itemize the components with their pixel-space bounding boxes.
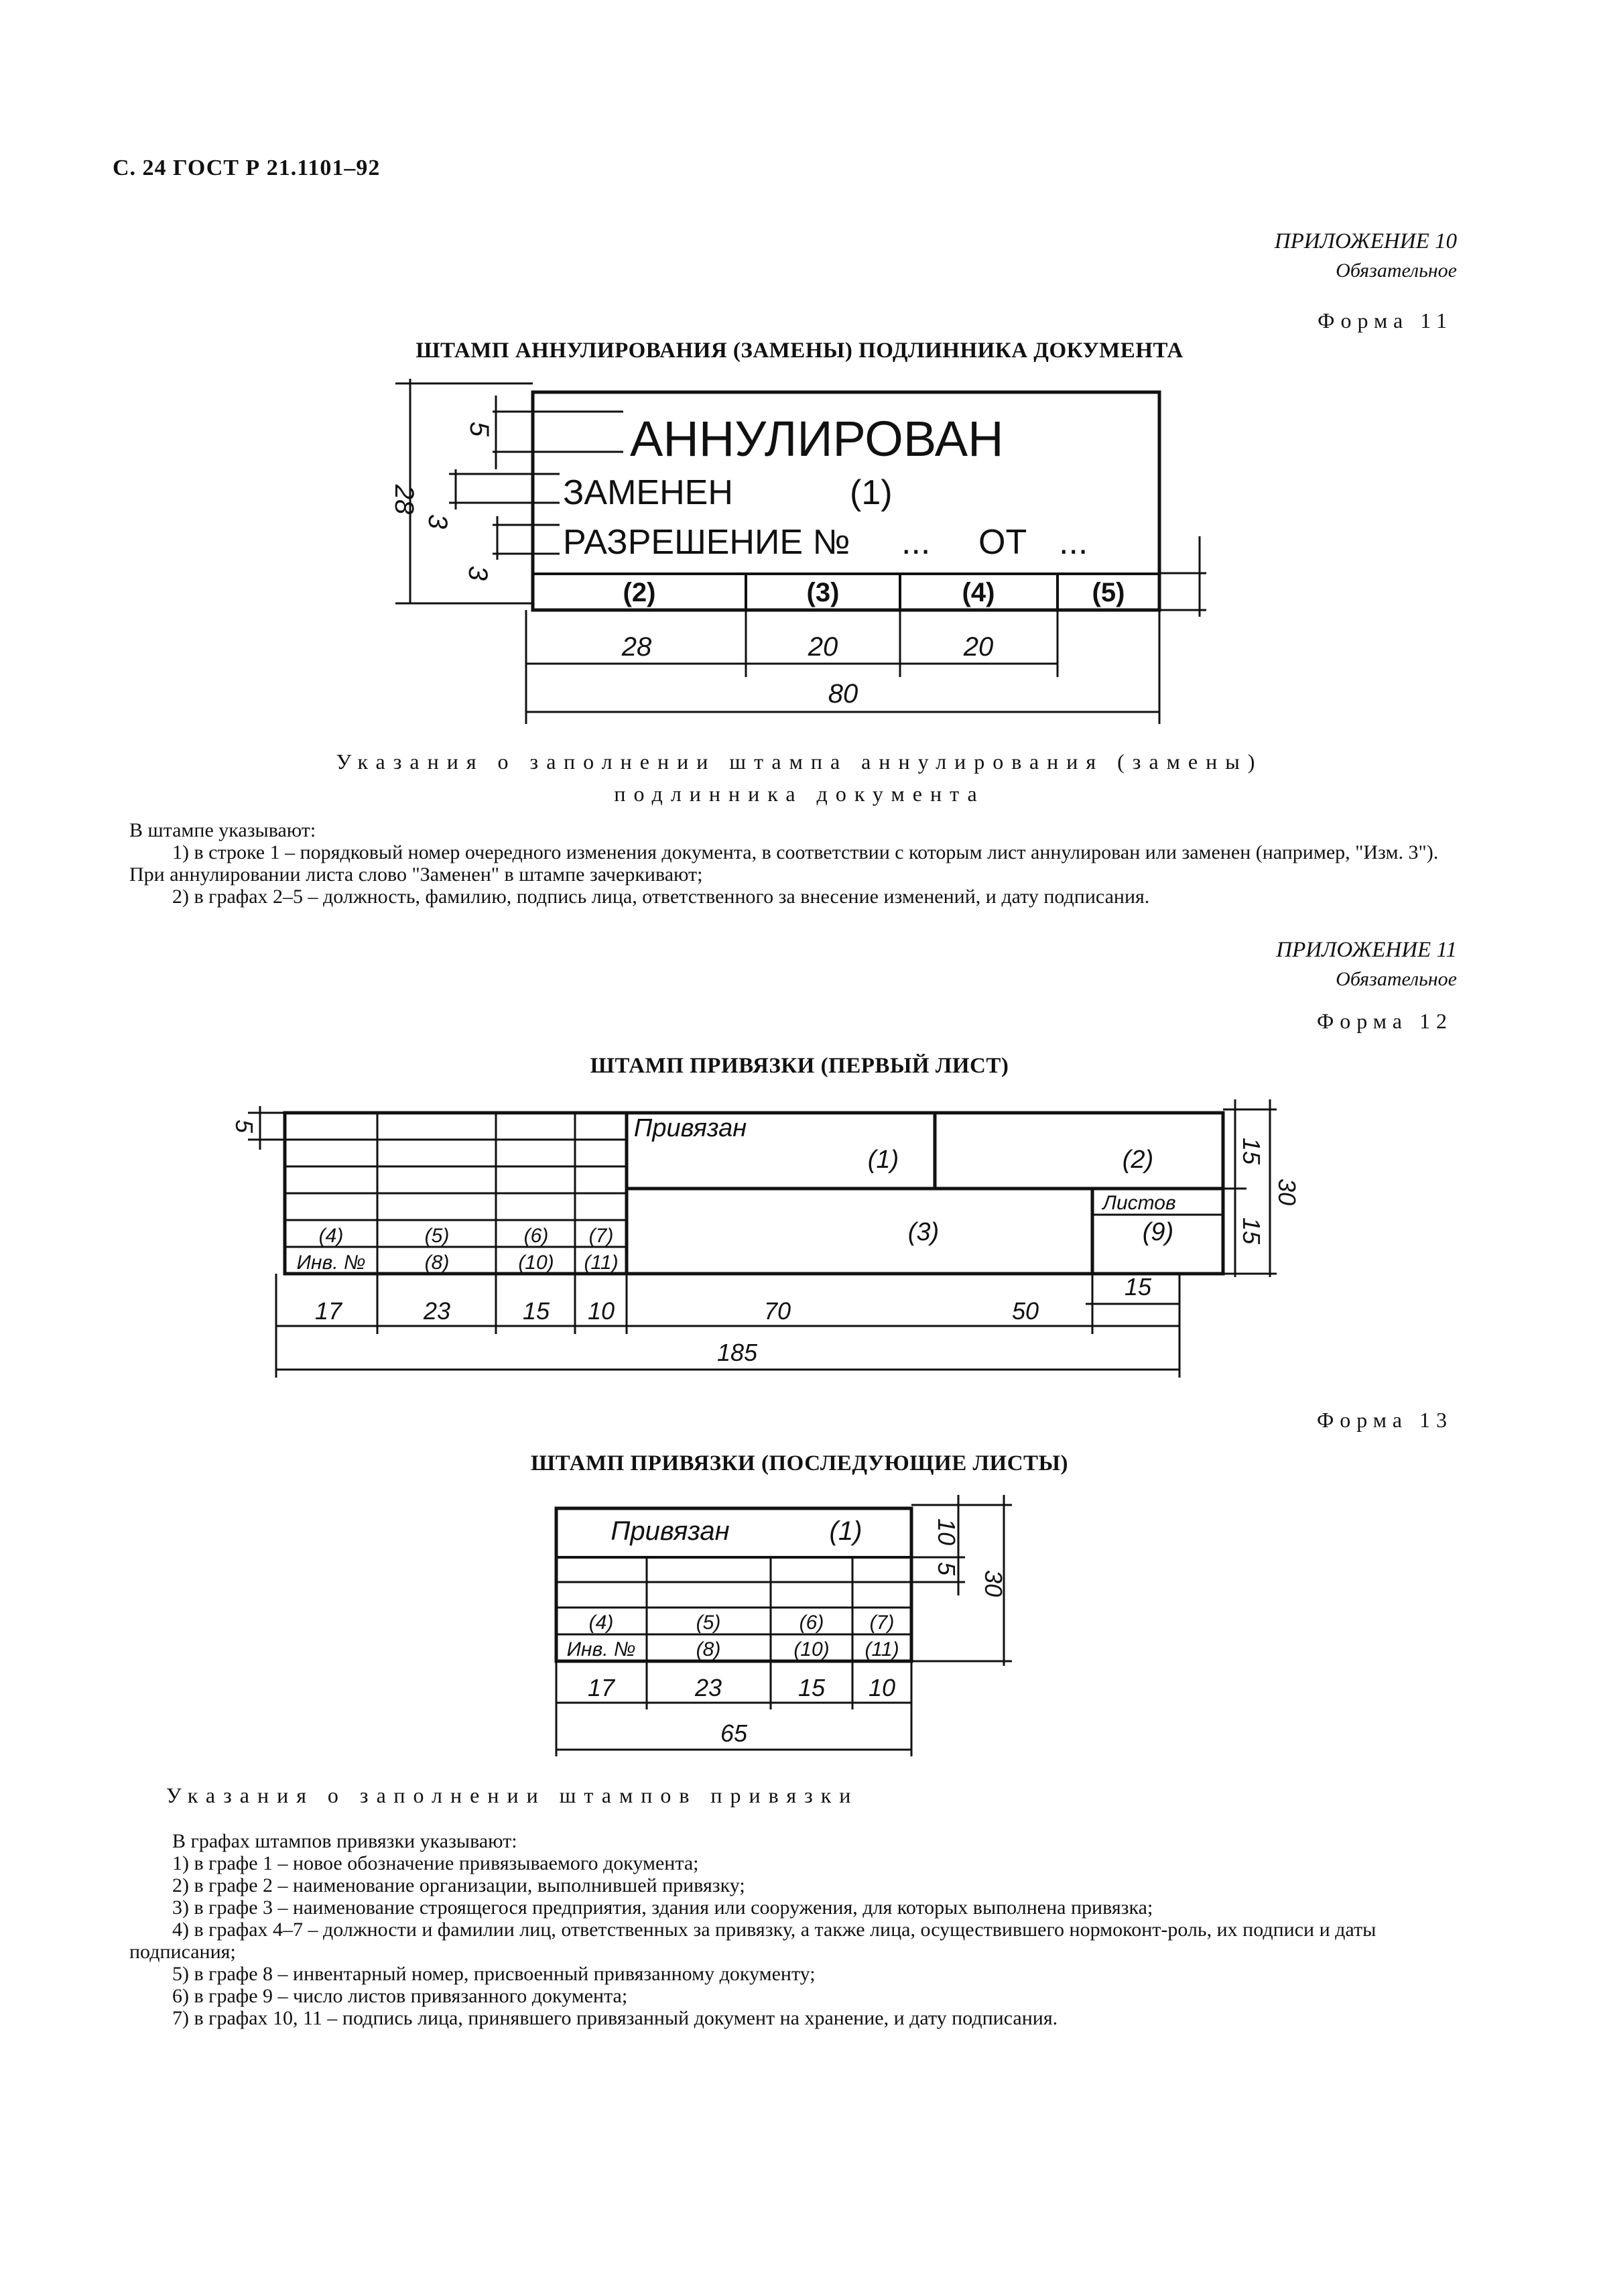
appendix-10-title: ПРИЛОЖЕНИЕ 10: [1274, 229, 1457, 253]
f13-dim-w2: 23: [694, 1674, 722, 1701]
instr2-item-5: 5) в графе 8 – инвентарный номер, присвоенный привязанному документу;: [172, 1963, 816, 1985]
f12-dim-w6: 50: [1011, 1297, 1039, 1325]
form-13-title: ШТАМП ПРИВЯЗКИ (ПОСЛЕДУЮЩИЕ ЛИСТЫ): [531, 1451, 1068, 1475]
f12-r2: (2): [1122, 1146, 1154, 1174]
f12-dim-w2: 23: [423, 1297, 451, 1325]
f13-dim-w3: 15: [797, 1674, 826, 1701]
f13-c6: (6): [799, 1612, 824, 1634]
f12-dim-w3: 15: [522, 1297, 550, 1325]
f12-dim-h-bot: 15: [1238, 1217, 1265, 1245]
dim-w2: 20: [808, 632, 838, 662]
f12-c7: (7): [588, 1225, 614, 1247]
f13-dim-w4: 10: [868, 1674, 896, 1701]
instructions-2-body: [129, 1830, 1470, 2029]
f12-dim-w1: 17: [314, 1297, 342, 1325]
instr2-item-1: 1) в графе 1 – новое обозначение привязываемого документа;: [172, 1852, 699, 1874]
stamp-annulirovan: АННУЛИРОВАН: [630, 411, 1004, 467]
f13-dim-w1: 17: [587, 1674, 615, 1701]
dim-w1: 28: [621, 632, 652, 662]
form-11-label: Форма 11: [1318, 308, 1453, 333]
instr2-item-4: 4) в графах 4–7 – должности и фамилии лиц, ответственных за привязку, а также лица, осуществившего нормоконт-роль, их подписи и даты подписания;: [129, 1919, 1377, 1963]
stamp-ot: ОТ: [978, 523, 1027, 562]
f13-dim-w-total: 65: [720, 1719, 748, 1747]
stamp-col-5: (5): [1092, 578, 1125, 607]
stamp-zamenen: ЗАМЕНЕН: [563, 473, 733, 512]
f12-c6: (6): [523, 1225, 549, 1247]
stamp-col-3: (3): [806, 578, 840, 607]
f12-r3: (3): [907, 1218, 940, 1246]
form-13-label: Форма 13: [1316, 1408, 1453, 1432]
f13-dim-h-row: 5: [933, 1561, 960, 1576]
f12-r9: (9): [1142, 1218, 1174, 1246]
f12-r1: (1): [867, 1146, 899, 1174]
instr2-intro: В графах штампов привязки указывают:: [172, 1830, 517, 1852]
f13-dim-h-top: 10: [933, 1518, 960, 1546]
instr-item-1: 1) в строке 1 – порядковый номер очередного изменения документа, в соответствии с которым лист аннулирован или заменен (например, "Изм. 3"). При аннулировании листа слово "Заменен" в штампе зачеркивают;: [129, 841, 1439, 886]
stamp-dots-1: ...: [901, 523, 931, 562]
f12-dim-w-total: 185: [716, 1339, 758, 1366]
instr-intro: В штампе указывают:: [129, 819, 316, 841]
stamp-col-2: (2): [623, 578, 656, 607]
appendix-11-status: Обязательное: [1336, 968, 1457, 990]
form-11-title: ШТАМП АННУЛИРОВАНИЯ (ЗАМЕНЫ) ПОДЛИННИКА ДОКУМЕНТА: [415, 339, 1184, 363]
f12-dim-w4: 10: [587, 1297, 615, 1325]
dim-h-low: 3: [463, 565, 493, 581]
f13-c4: (4): [588, 1612, 614, 1634]
instr2-item-7: 7) в графах 10, 11 – подпись лица, принявшего привязанный документ на хранение, и дату подписания.: [172, 2007, 1058, 2029]
instructions-2-heading: Указания о заполнении штампов привязки: [166, 1783, 859, 1807]
dim-h-top: 5: [464, 421, 494, 437]
dim-h-total: 28: [389, 484, 419, 515]
f12-dim-h-row: 5: [231, 1119, 258, 1134]
f12-dim-h-top: 15: [1238, 1137, 1265, 1165]
instr2-item-6: 6) в графе 9 – число листов привязанного документа;: [172, 1985, 628, 2007]
instr2-item-2: 2) в графе 2 – наименование организации, выполнившей привязку;: [172, 1874, 745, 1896]
stamp-razreshenie: РАЗРЕШЕНИЕ №: [563, 523, 850, 562]
f13-c8: (8): [696, 1638, 721, 1660]
f12-c10: (10): [518, 1252, 554, 1274]
instr2-item-3: 3) в графе 3 – наименование строящегося предприятия, здания или сооружения, для которых выполнена привязка;: [172, 1896, 1153, 1919]
appendix-10-status: Обязательное: [1336, 259, 1457, 282]
f13-c7: (7): [869, 1612, 895, 1634]
stamp-dots-2: ...: [1059, 523, 1088, 562]
f12-c8: (8): [424, 1252, 450, 1274]
f12-c5: (5): [424, 1225, 450, 1247]
f13-c11: (11): [865, 1638, 899, 1660]
page-header: С. 24 ГОСТ Р 21.1101–92: [113, 156, 381, 180]
form-12-label: Форма 12: [1316, 1009, 1453, 1033]
form-11-instructions-heading-1: Указания о заполнении штампа аннулирования (замены): [336, 749, 1263, 774]
instr-item-2: 2) в графах 2–5 – должность, фамилию, подпись лица, ответственного за внесение изменений, и дату подписания.: [172, 886, 1150, 908]
f12-c11: (11): [584, 1252, 619, 1274]
stamp-zamenen-ref: (1): [850, 473, 893, 512]
f13-r1: (1): [829, 1516, 862, 1546]
appendix-11-title: ПРИЛОЖЕНИЕ 11: [1276, 938, 1457, 962]
f13-privyazan: Привязан: [611, 1516, 730, 1546]
dim-w-total: 80: [828, 679, 858, 709]
f12-inv: Инв. №: [296, 1252, 366, 1274]
f12-listov: Листов: [1102, 1192, 1176, 1214]
f13-c5: (5): [696, 1612, 721, 1634]
f12-dim-w5: 70: [763, 1297, 791, 1325]
f12-dim-h-total: 30: [1273, 1178, 1301, 1206]
form-11-instructions-heading-2: подлинника документа: [614, 782, 985, 806]
f12-privyazan: Привязан: [633, 1114, 747, 1142]
f13-dim-h-total: 30: [980, 1569, 1007, 1597]
dim-w3: 20: [963, 632, 994, 662]
stamp-col-4: (4): [962, 578, 995, 607]
dim-h-mid: 3: [423, 513, 452, 530]
form-12-title: ШТАМП ПРИВЯЗКИ (ПЕРВЫЙ ЛИСТ): [590, 1054, 1009, 1078]
f12-c4: (4): [318, 1225, 344, 1247]
f13-inv: Инв. №: [566, 1638, 636, 1660]
f12-dim-w7: 15: [1124, 1273, 1152, 1301]
f13-c10: (10): [793, 1638, 830, 1660]
